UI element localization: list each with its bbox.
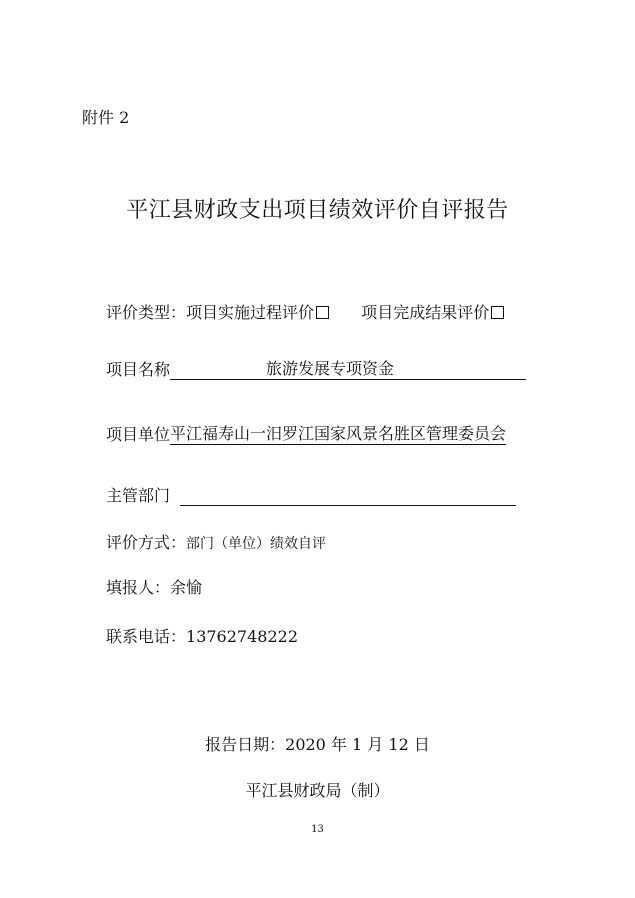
eval-method-label: 评价方式： [106, 533, 187, 552]
phone-label: 联系电话： [106, 627, 187, 646]
project-unit-value: 平江福寿山一汨罗江国家风景名胜区管理委员会 [170, 421, 506, 445]
report-date: 报告日期：2020 年 1 月 12 日 [205, 735, 430, 754]
department-field [180, 489, 516, 506]
phone-value: 13762748222 [186, 627, 298, 646]
project-name-label: 项目名称 [106, 360, 171, 379]
eval-type-option1: 项目实施过程评价 [186, 303, 315, 322]
filler-value: 余愉 [170, 578, 203, 597]
department-row [106, 483, 516, 506]
project-name-field [170, 361, 526, 380]
eval-type-option2: 项目完成结果评价 [361, 303, 490, 322]
eval-method-row [106, 530, 326, 553]
project-unit-row [106, 421, 506, 445]
filler-row [106, 575, 202, 598]
eval-type-row [106, 300, 504, 323]
project-name-row [106, 357, 526, 380]
option2-checkbox[interactable] [491, 306, 504, 319]
project-name-value: 旅游发展专项资金 [266, 359, 395, 378]
eval-method-value: 部门（单位）绩效自评 [186, 536, 327, 552]
department-label: 主管部门 [106, 486, 171, 505]
phone-row [106, 624, 298, 647]
attachment-label: 附件 2 [82, 108, 130, 127]
option1-checkbox[interactable] [316, 306, 329, 319]
eval-type-label: 评价类型： [106, 303, 187, 322]
filler-label: 填报人： [106, 578, 171, 597]
project-unit-label: 项目单位 [106, 425, 171, 444]
page-number: 13 [311, 824, 324, 835]
issuer: 平江县财政局（制） [245, 781, 390, 800]
page-title: 平江县财政支出项目绩效评价自评报告 [126, 198, 509, 223]
